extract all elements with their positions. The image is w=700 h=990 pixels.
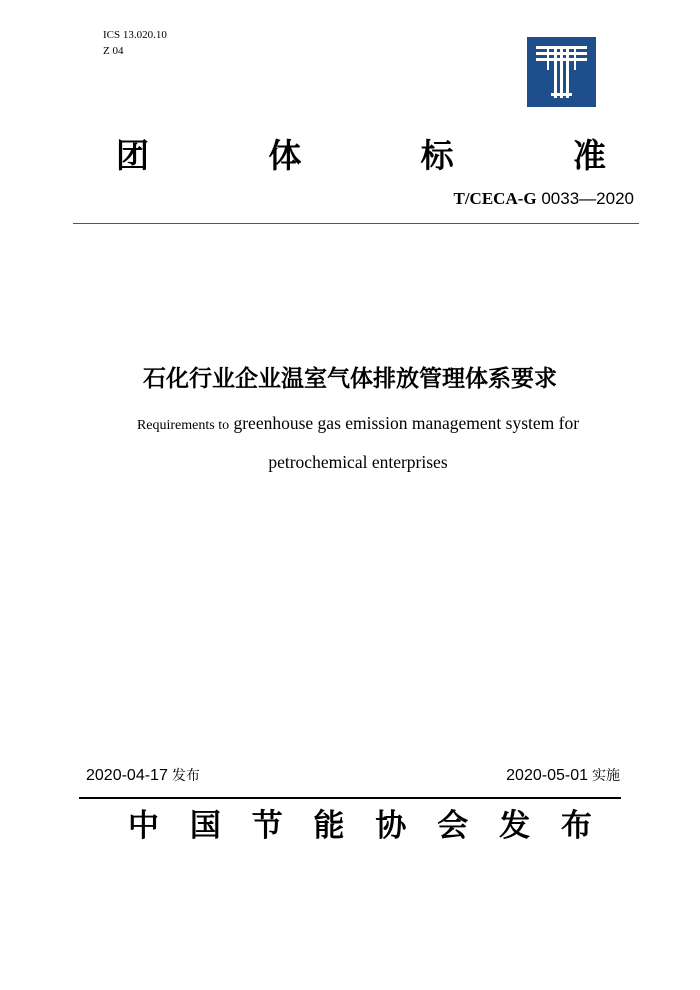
standard-type-char: 标	[420, 135, 454, 175]
standard-type-char: 团	[116, 135, 149, 175]
ics-code: ICS 13.020.10	[103, 29, 167, 41]
title-english-line2: petrochemical enterprises	[268, 452, 448, 472]
publish-date-block	[86, 765, 200, 785]
standard-logo-icon	[527, 37, 596, 107]
ics-block	[103, 27, 167, 59]
classification-code: Z 04	[103, 45, 124, 57]
publisher-char: 能	[313, 808, 345, 844]
header-divider	[73, 223, 639, 224]
publisher-char: 节	[251, 808, 283, 844]
publisher-char: 国	[189, 808, 221, 844]
title-english	[0, 405, 700, 481]
standard-type-char: 体	[268, 135, 302, 175]
title-english-line1	[0, 405, 700, 444]
standard-type-char: 准	[572, 135, 606, 175]
footer-divider	[79, 797, 621, 799]
publish-date: 2020-04-17	[86, 767, 168, 784]
standard-code	[454, 189, 635, 209]
implement-date: 2020-05-01	[506, 767, 588, 784]
publish-label: 发布	[171, 768, 200, 784]
publisher-char: 协	[375, 808, 407, 844]
title-english-prefix: Requirements to	[136, 418, 230, 433]
publisher-char: 布	[560, 808, 592, 844]
date-row	[86, 765, 620, 785]
publisher-char: 发	[499, 808, 531, 844]
publisher	[128, 800, 592, 845]
standard-code-prefix: T/CECA-G	[453, 189, 537, 208]
standard-code-number: 0033—2020	[536, 189, 634, 208]
publisher-char: 会	[437, 808, 469, 844]
title-chinese: 石化行业企业温室气体排放管理体系要求	[143, 366, 557, 392]
standard-type-title	[116, 131, 606, 175]
implement-date-block	[506, 765, 620, 785]
implement-label: 实施	[592, 768, 620, 784]
title-english-rest: greenhouse gas emission management system for	[229, 413, 580, 433]
publisher-char: 中	[128, 808, 159, 844]
